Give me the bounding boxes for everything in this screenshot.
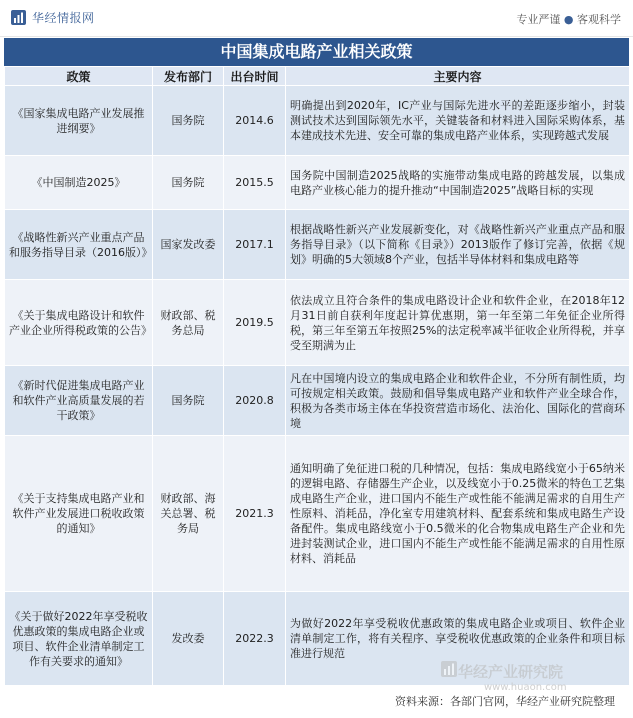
policy-dept: 国务院 [153, 156, 224, 210]
policy-content: 凡在中国境内设立的集成电路企业和软件企业，不分所有制性质，均可按规定相关政策。鼓励和倡导集成电路产业和软件产业全球合作，积极为各类市场主体在华投资营造市场化、法治化、国际化的营商环境 [286, 366, 630, 436]
policy-content: 依法成立且符合条件的集成电路设计企业和软件企业，在2018年12月31日前自获利年度起计算优惠期，第一年至第二年免征企业所得税，第三年至第五年按照25%的法定税率减半征收企业所得税，并享受至期满为止 [286, 280, 630, 366]
policy-table-wrapper [4, 66, 629, 686]
brand[interactable] [10, 9, 95, 26]
policy-name: 《战略性新兴产业重点产品和服务指导目录（2016版）》 [5, 210, 153, 280]
watermark-text: 华经产业研究院 [458, 662, 564, 681]
source-note: 资料来源：各部门官网，华经产业研究院整理 [395, 695, 615, 708]
policy-dept: 财政部、税务总局 [153, 280, 224, 366]
policy-dept: 发改委 [153, 592, 224, 686]
policy-content: 明确提出到2020年，IC产业与国际先进水平的差距逐步缩小，封装测试技术达到国际领先水平，关键装备和材料进入国际采购体系，基本建成技术先进、安全可靠的集成电路产业体系，实现跨越式发展 [286, 86, 630, 156]
policy-content: 通知明确了免征进口税的几种情况，包括：集成电路线宽小于65纳米的逻辑电路、存储器生产企业，以及线宽小于0.25微米的特色工艺集成电路生产企业，进口国内不能生产或性能不能满足需求的自用生产性原料、消耗品，净化室专用建筑材料、配套系统和集成电路生产设备配件。集成电路线宽小于0.5微米的化合物集成电路生产企业和先进封装测试企业，进口国内不能生产或性能不能满足需求的自用性原材料、消耗品 [286, 436, 630, 592]
footer [0, 690, 633, 718]
huajing-logo-icon [10, 9, 27, 26]
table-row [5, 592, 630, 686]
brand-name: 华经情报网 [32, 11, 95, 25]
policy-table [4, 66, 630, 686]
slogan-right: 客观科学 [577, 13, 621, 26]
table-row [5, 280, 630, 366]
policy-name: 《关于支持集成电路产业和软件产业发展进口税收政策的通知》 [5, 436, 153, 592]
column-header-content: 主要内容 [286, 67, 630, 86]
policy-dept: 国务院 [153, 366, 224, 436]
policy-date: 2014.6 [224, 86, 286, 156]
policy-date: 2022.3 [224, 592, 286, 686]
slogan-left: 专业严谨 [516, 13, 561, 26]
top-bar [0, 0, 633, 37]
policy-name: 《关于做好2022年享受税收优惠政策的集成电路企业或项目、软件企业清单制定工作有关要求的通知》 [5, 592, 153, 686]
column-header-dept: 发布部门 [153, 67, 224, 86]
policy-dept: 财政部、海关总署、税务局 [153, 436, 224, 592]
table-title: 中国集成电路产业相关政策 [4, 38, 629, 66]
table-row [5, 366, 630, 436]
policy-name: 《中国制造2025》 [5, 156, 153, 210]
policy-content: 根据战略性新兴产业发展新变化，对《战略性新兴产业重点产品和服务指导目录》（以下简称《目录》）2013版作了修订完善，依据《规划》明确的5大领域8个产业，包括半导体材料和集成电路等 [286, 210, 630, 280]
table-row [5, 436, 630, 592]
policy-name: 《关于集成电路设计和软件产业企业所得税政策的公告》 [5, 280, 153, 366]
policy-date: 2020.8 [224, 366, 286, 436]
policy-date: 2015.5 [224, 156, 286, 210]
policy-dept: 国家发改委 [153, 210, 224, 280]
table-header-row [5, 67, 630, 86]
column-header-date: 出台时间 [224, 67, 286, 86]
table-row [5, 210, 630, 280]
column-header-policy: 政策 [5, 67, 153, 86]
policy-name: 《新时代促进集成电路产业和软件产业高质量发展的若干政策》 [5, 366, 153, 436]
slogan [516, 11, 621, 27]
policy-content: 国务院中国制造2025战略的实施带动集成电路的跨越发展，以集成电路产业核心能力的提升推动“中国制造2025”战略目标的实现 [286, 156, 630, 210]
table-row [5, 156, 630, 210]
policy-name: 《国家集成电路产业发展推进纲要》 [5, 86, 153, 156]
table-row [5, 86, 630, 156]
policy-date: 2019.5 [224, 280, 286, 366]
slogan-dot: ● [563, 13, 574, 26]
policy-date: 2021.3 [224, 436, 286, 592]
watermark-url: www.huaon.com [484, 682, 567, 693]
policy-date: 2017.1 [224, 210, 286, 280]
policy-content: 为做好2022年享受税收优惠政策的集成电路企业或项目、软件企业清单制定工作，将有关程序、享受税收优惠政策的企业条件和项目标准进行规范 [286, 592, 630, 686]
policy-dept: 国务院 [153, 86, 224, 156]
